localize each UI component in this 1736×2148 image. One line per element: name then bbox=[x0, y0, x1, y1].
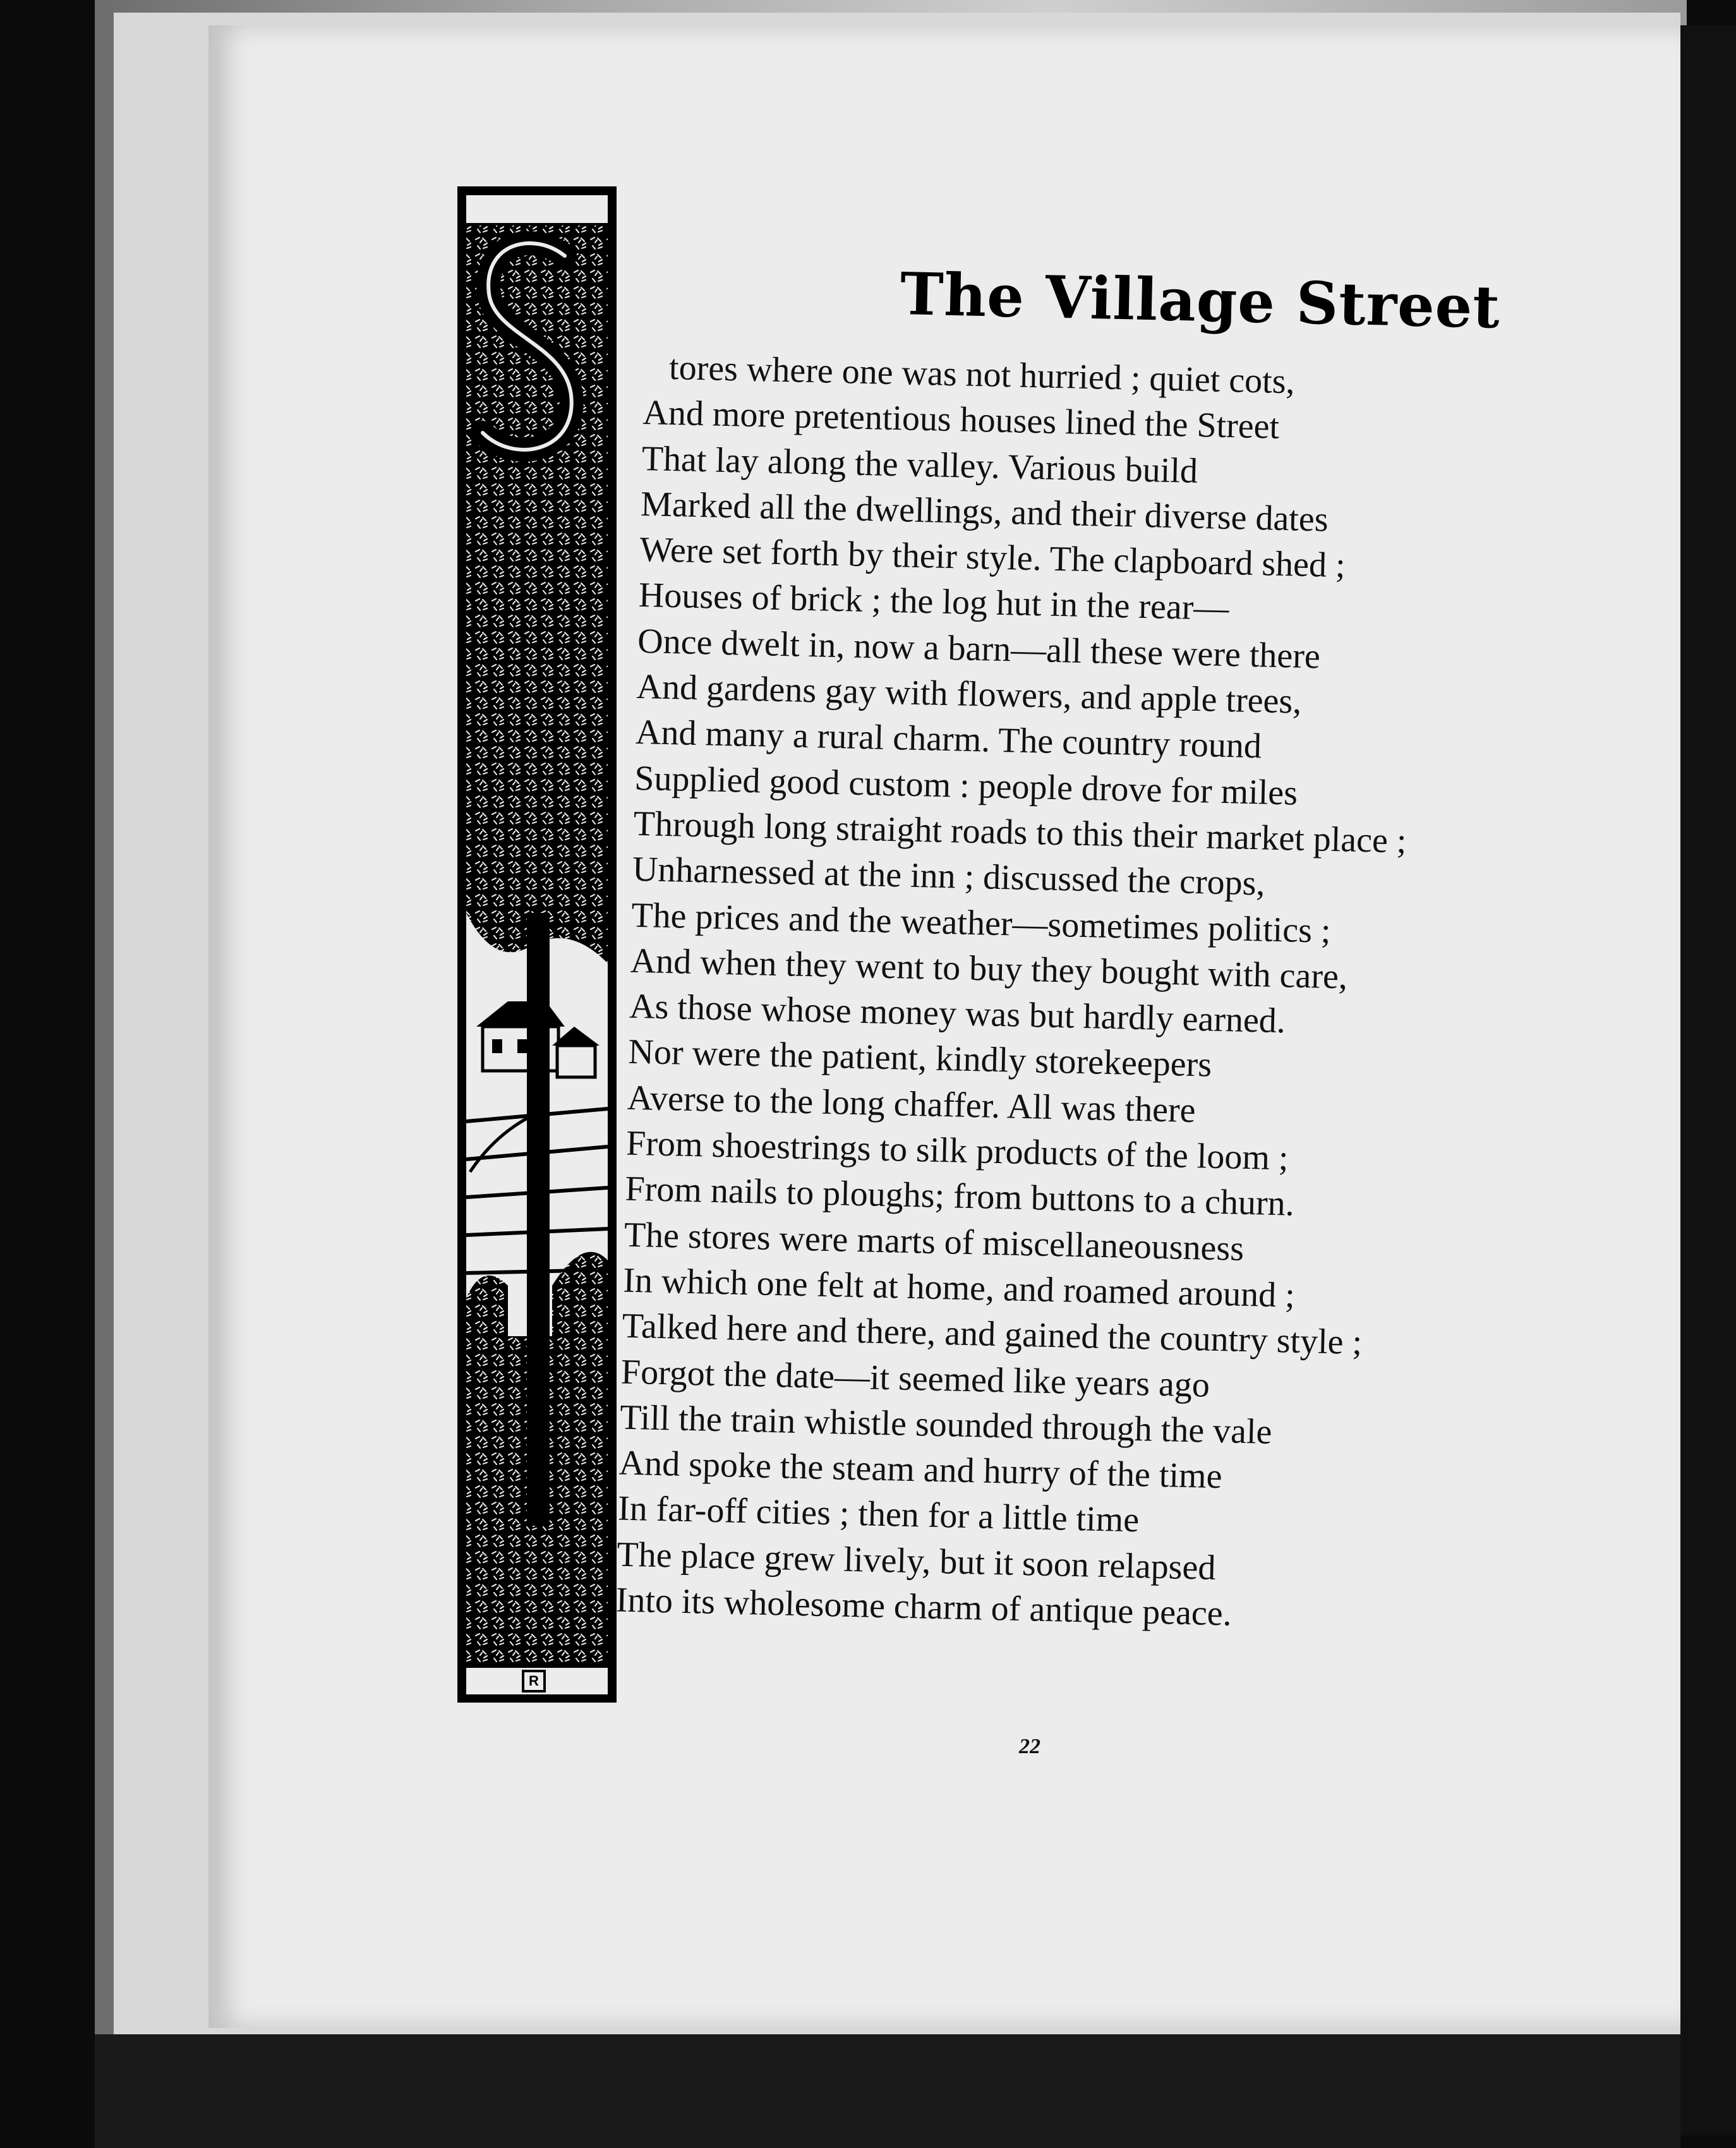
poem-body bbox=[614, 344, 1655, 1694]
poem-line: The place grew lively, but it soon relapsed bbox=[616, 1535, 1217, 1588]
poem-line: Nor were the patient, kindly storekeepers bbox=[627, 1032, 1212, 1085]
poem-line: From shoestrings to silk products of the loom ; bbox=[625, 1123, 1289, 1178]
poem-line: Unharnessed at the inn ; discussed the crops, bbox=[632, 850, 1266, 903]
poem-line: And many a rural charm. The country round bbox=[635, 713, 1262, 766]
poem-line: Through long straight roads to this their market place ; bbox=[633, 804, 1407, 861]
poem-line: Marked all the dwellings, and their diverse dates bbox=[640, 484, 1329, 540]
poem-line: Till the train whistle sounded through the vale bbox=[619, 1397, 1273, 1452]
poem-line: As those whose money was but hardly earned. bbox=[629, 986, 1286, 1041]
poem-line: Houses of brick ; the log hut in the rear— bbox=[638, 576, 1230, 629]
woodcut-drop-cap-icon bbox=[457, 186, 617, 1703]
poem-line: That lay along the valley. Various build bbox=[641, 438, 1198, 491]
poem-line: Supplied good custom : people drove for miles bbox=[634, 758, 1298, 813]
poem-line: tores where one was not hurried ; quiet cots, bbox=[668, 347, 1296, 402]
monogram-mark: R bbox=[529, 1673, 539, 1689]
poem-line: From nails to ploughs; from buttons to a churn. bbox=[624, 1169, 1295, 1224]
poem-line: And when they went to buy they bought with care, bbox=[630, 941, 1348, 997]
poem-line: The prices and the weather—sometimes politics ; bbox=[630, 895, 1332, 951]
poem-line: The stores were marts of miscellaneousness bbox=[624, 1215, 1245, 1269]
poem-line: And gardens gay with flowers, and apple trees, bbox=[636, 667, 1302, 721]
page-title: The Village Street bbox=[899, 260, 1501, 342]
poem-line: In which one felt at home, and roamed around ; bbox=[622, 1260, 1296, 1315]
book-cover-bottom bbox=[95, 2034, 1680, 2148]
poem-line: Were set forth by their style. The clapboard shed ; bbox=[639, 530, 1346, 586]
scanner-edge bbox=[1680, 25, 1736, 2135]
poem-line: Talked here and there, and gained the country style ; bbox=[622, 1306, 1363, 1363]
poem-line: In far-off cities ; then for a little time bbox=[617, 1488, 1140, 1540]
poem-line: Once dwelt in, now a barn—all these were there bbox=[637, 621, 1321, 677]
poem-line: Into its wholesome charm of antique peace. bbox=[615, 1580, 1233, 1634]
poem-line: And more pretentious houses lined the Street bbox=[642, 393, 1280, 447]
poem-line: Forgot the date—it seemed like years ago bbox=[620, 1352, 1210, 1405]
poem-line: And spoke the steam and hurry of the time bbox=[618, 1443, 1223, 1497]
poem-line: Averse to the long chaffer. All was there bbox=[627, 1078, 1197, 1130]
page-number: 22 bbox=[1019, 1735, 1040, 1758]
